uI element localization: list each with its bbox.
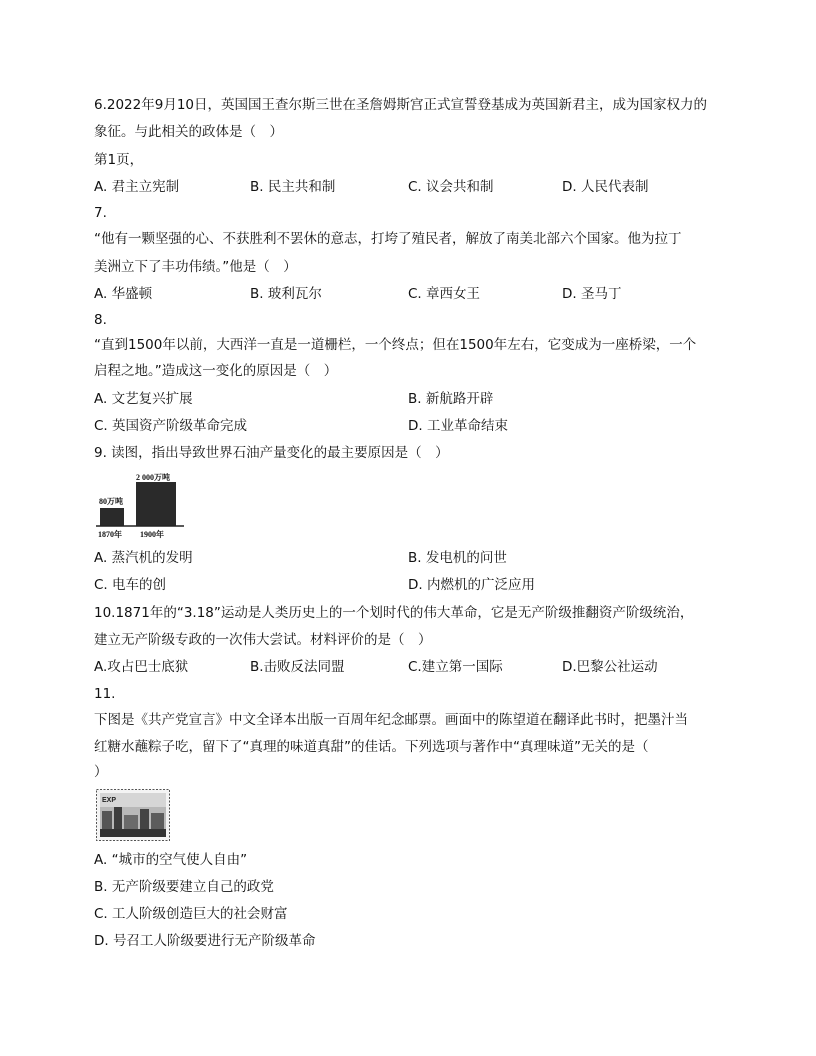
q9-option-a: A. 蒸汽机的发明 — [94, 550, 193, 566]
q10-option-b: B.击败反法同盟 — [250, 659, 345, 675]
q7-option-a: A. 华盛顿 — [94, 286, 153, 302]
q9-stem: 9. 读图，指出导致世界石油产量变化的最主要原因是（ ） — [94, 445, 449, 461]
q6-option-c: C. 议会共和制 — [408, 179, 494, 195]
q11-option-b: B. 无产阶级要建立自己的政党 — [94, 879, 274, 895]
chart-bar-label-1900: 2 000万吨 — [136, 473, 170, 482]
q11-stem-line1: 下图是《共产党宣言》中文全译本出版一百周年纪念邮票。画面中的陈望道在翻译此书时，把墨汁当 — [94, 712, 688, 728]
q6-option-a: A. 君主立宪制 — [94, 179, 180, 195]
q6-stem-line1: 6.2022年9月10日，英国国王查尔斯三世在圣詹姆斯宫正式宣誓登基成为英国新君主，成为国家权力的 — [94, 97, 708, 113]
stamp-text: EXP — [102, 797, 117, 804]
q10-option-c: C.建立第一国际 — [408, 659, 503, 675]
chart-bar-1900 — [136, 482, 176, 526]
q8-option-d: D. 工业革命结束 — [408, 418, 508, 434]
q11-option-a: A. “城市的空气使人自由” — [94, 852, 248, 868]
q11-option-c: C. 工人阶级创造巨大的社会财富 — [94, 906, 288, 922]
q8-stem-line1: “直到1500年以前，大西洋一直是一道栅栏，一个终点；但在1500年左右，它变成为一座桥梁，一个 — [94, 337, 697, 353]
q10-option-d: D.巴黎公社运动 — [562, 659, 658, 675]
q7-option-d: D. 圣马丁 — [562, 286, 622, 302]
q8-stem-line2: 启程之地。”造成这一变化的原因是（ ） — [94, 363, 338, 379]
q8-number: 8. — [94, 312, 107, 328]
q10-option-a: A.攻占巴士底狱 — [94, 659, 189, 675]
q11-stem-line2: 红糖水蘸粽子吃，留下了“真理的味道真甜”的佳话。下列选项与著作中“真理味道”无关的是（ — [94, 739, 649, 755]
q8-option-a: A. 文艺复兴扩展 — [94, 391, 193, 407]
q7-option-c: C. 章西女王 — [408, 286, 481, 302]
q9-option-b: B. 发电机的问世 — [408, 550, 507, 566]
chart-bar-1870 — [100, 508, 124, 526]
q7-number: 7. — [94, 205, 107, 221]
q7-option-b: B. 玻利瓦尔 — [250, 286, 322, 302]
q10-stem-line2: 建立无产阶级专政的一次伟大尝试。材料评价的是（ ） — [94, 632, 432, 648]
chart-year-1870: 1870年 — [98, 530, 122, 539]
q9-option-c: C. 电车的创 — [94, 577, 167, 593]
q9-option-d: D. 内燃机的广泛应用 — [408, 577, 535, 593]
chart-year-1900: 1900年 — [140, 530, 164, 539]
q6-option-d: D. 人民代表制 — [562, 179, 649, 195]
q11-option-d: D. 号召工人阶级要进行无产阶级革命 — [94, 933, 316, 949]
q11-number: 11. — [94, 686, 116, 702]
q6-stem-line2: 象征。与此相关的政体是（ ） — [94, 124, 283, 140]
oil-production-chart — [94, 470, 194, 542]
stamp-image — [96, 789, 170, 841]
q8-option-b: B. 新航路开辟 — [408, 391, 494, 407]
q11-stem-line3: ） — [94, 764, 108, 780]
q7-stem-line1: “他有一颗坚强的心、不获胜利不罢休的意志，打垮了殖民者，解放了南美北部六个国家。他为拉丁 — [94, 231, 682, 247]
q8-option-c: C. 英国资产阶级革命完成 — [94, 418, 248, 434]
chart-bar-label-1870: 80万吨 — [99, 497, 123, 506]
q10-stem-line1: 10.1871年的“3.18”运动是人类历史上的一个划时代的伟大革命，它是无产阶级推翻资产阶级统治， — [94, 605, 694, 621]
page-note: 第1页， — [94, 152, 144, 168]
q7-stem-line2: 美洲立下了丰功伟绩。”他是（ ） — [94, 259, 297, 275]
q6-option-b: B. 民主共和制 — [250, 179, 336, 195]
